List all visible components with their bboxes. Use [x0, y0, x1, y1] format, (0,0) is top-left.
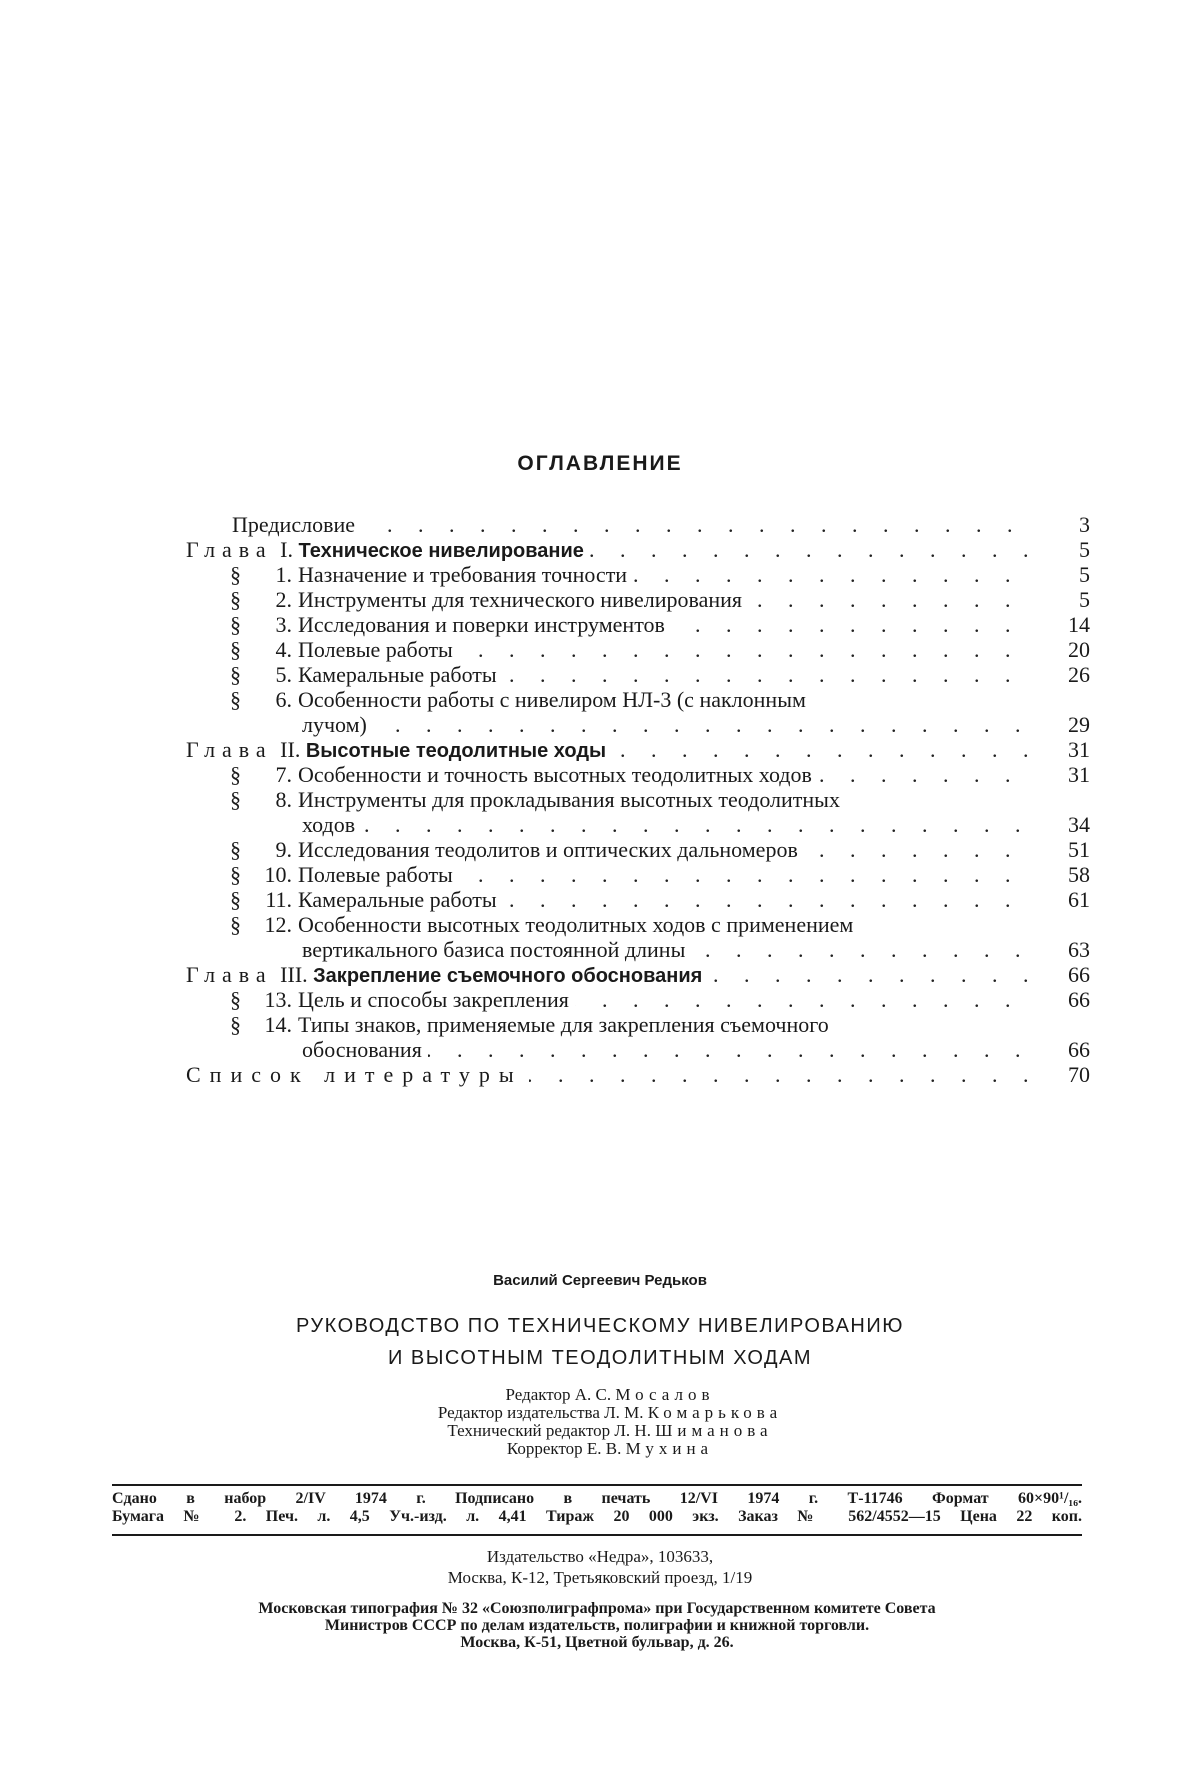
toc-entry-text [232, 512, 361, 537]
toc-section [186, 762, 1090, 787]
section-number: 4. [258, 637, 292, 662]
toc-entry-text [230, 587, 748, 612]
bibliography-title: Список литературы [186, 1062, 523, 1087]
toc-entry-text [230, 862, 459, 887]
toc-entry-leader [230, 612, 1030, 637]
toc-entry-text [186, 1062, 529, 1087]
toc-page-number: 5 [1040, 562, 1090, 587]
leader-dots: . . . . . . . . . . . . . . . . . . . . . . [232, 512, 1030, 537]
toc-entry-text [302, 937, 691, 962]
toc-bibliography [186, 1062, 1090, 1087]
section-mark: § [230, 662, 258, 687]
chapter-title: Закрепление съемочного обоснования [313, 965, 702, 987]
toc-entry-text [230, 1012, 1090, 1037]
toc-page-number: 14 [1040, 612, 1090, 637]
section-number: 11. [258, 887, 292, 912]
toc-page-number: 66 [1040, 1037, 1090, 1062]
divider-rule [112, 1534, 1082, 1536]
toc-entry-text [186, 737, 612, 762]
toc-entry-leader [302, 1037, 1030, 1062]
section-mark: § [230, 987, 258, 1012]
chapter-number: II. [280, 737, 300, 762]
leader-dots: . . . . . . . . . . . . . . . . . . [230, 862, 1030, 887]
editor-line: Редактор А. С. Мосалов [350, 1386, 870, 1404]
section-mark: § [230, 587, 258, 612]
publisher-info [0, 1546, 1200, 1588]
toc-section [186, 662, 1090, 687]
toc-page-number: 26 [1040, 662, 1090, 687]
toc-section [186, 987, 1090, 1012]
toc-section [186, 787, 1090, 812]
chapter-title: Высотные теодолитные ходы [306, 740, 606, 762]
toc-entry-leader [230, 887, 1030, 912]
editors-list [350, 1386, 870, 1458]
toc-chapter [186, 537, 1090, 562]
toc-entry-leader [230, 837, 1030, 862]
toc-entry-text [230, 837, 804, 862]
publisher-line-2: Москва, К-12, Третьяковский проезд, 1/19 [0, 1567, 1200, 1588]
toc-chapter [186, 737, 1090, 762]
section-mark: § [230, 862, 258, 887]
section-number: 1. [258, 562, 292, 587]
leader-dots: . . . . . . . . . . . . . . . . . . . . [302, 1037, 1030, 1062]
toc-entry-leader [302, 937, 1030, 962]
section-title: Цель и способы закрепления [298, 987, 569, 1012]
toc-page-number: 3 [1040, 512, 1090, 537]
toc-entry-leader [186, 1062, 1030, 1087]
leader-dots: . . . . . . . . . . . . . . . [230, 987, 1030, 1012]
toc-entry-text [186, 962, 708, 987]
section-mark: § [230, 1012, 258, 1037]
section-mark: § [230, 687, 258, 712]
leader-dots: . . . . . . . . . . . . . . [186, 537, 1030, 562]
toc-entry-leader [230, 562, 1030, 587]
section-mark: § [230, 637, 258, 662]
leader-dots: . . . . . . . . . . . . . . . . . [230, 887, 1030, 912]
toc-title: ОГЛАВЛЕНИЕ [0, 452, 1200, 476]
toc-entry-text [302, 1037, 428, 1062]
table-of-contents [186, 512, 1090, 1087]
toc-section [186, 837, 1090, 862]
toc-preface [186, 512, 1090, 537]
toc-entry-leader [230, 987, 1030, 1012]
toc-page-number: 20 [1040, 637, 1090, 662]
toc-entry-text [230, 887, 503, 912]
chapter-number: I. [280, 537, 293, 562]
toc-section [186, 562, 1090, 587]
toc-entry-text [186, 537, 590, 562]
toc-entry-leader [230, 862, 1030, 887]
toc-entry-text [230, 912, 1090, 937]
toc-entry-text [302, 812, 361, 837]
press-line-2: Министров СССР по делам издательств, полиграфии и книжной торговли. [112, 1617, 1082, 1634]
section-title: Камеральные работы [298, 887, 497, 912]
section-mark: § [230, 912, 258, 937]
toc-page-number: 31 [1040, 762, 1090, 787]
section-number: 10. [258, 862, 292, 887]
leader-dots: . . . . . . . . . . . . . . . . . . . . . . [302, 812, 1030, 837]
toc-section [186, 687, 1090, 712]
section-title: Исследования теодолитов и оптических дальномеров [298, 837, 798, 862]
toc-section [186, 637, 1090, 662]
chapter-number: III. [280, 962, 307, 987]
divider-rule [112, 1484, 1082, 1486]
toc-page-number: 58 [1040, 862, 1090, 887]
book-title-line-1: РУКОВОДСТВО ПО ТЕХНИЧЕСКОМУ НИВЕЛИРОВАНИЮ [0, 1310, 1200, 1342]
toc-page-number: 61 [1040, 887, 1090, 912]
section-number: 8. [258, 787, 292, 812]
section-title: Особенности работы с нивелиром НЛ-3 (с наклонным [298, 687, 806, 712]
toc-entry-leader [230, 637, 1030, 662]
section-title-continued: ходов [302, 812, 355, 837]
section-mark: § [230, 562, 258, 587]
section-number: 2. [258, 587, 292, 612]
toc-page-number: 51 [1040, 837, 1090, 862]
toc-page-number: 5 [1040, 587, 1090, 612]
editor-line: Корректор Е. В. Мухина [350, 1440, 870, 1458]
section-mark: § [230, 612, 258, 637]
toc-section [186, 862, 1090, 887]
section-title-continued: вертикального базиса постоянной длины [302, 937, 685, 962]
press-line-3: Москва, К-51, Цветной бульвар, д. 26. [112, 1634, 1082, 1651]
section-number: 14. [258, 1012, 292, 1037]
section-mark: § [230, 787, 258, 812]
toc-entry-leader [230, 762, 1030, 787]
book-page [0, 0, 1200, 1780]
section-title: Полевые работы [298, 637, 453, 662]
toc-entry-text [230, 662, 503, 687]
imprint-line-2: Бумага № 2. Печ. л. 4,5 Уч.-изд. л. 4,41 Тираж 20 000 экз. Заказ № 562/4552—15 Цена 22 коп. [112, 1508, 1082, 1526]
toc-page-number: 34 [1040, 812, 1090, 837]
toc-entry-leader [230, 662, 1030, 687]
press-line-1: Московская типография № 32 «Союзполиграфпрома» при Государственном комитете Совета [112, 1600, 1082, 1617]
section-number: 3. [258, 612, 292, 637]
toc-entry-leader [302, 712, 1030, 737]
imprint-line-1: Сдано в набор 2/IV 1974 г. Подписано в печать 12/VI 1974 г. Т-11746 Формат 60×90¹/₁₆. [112, 1490, 1082, 1508]
toc-entry-leader [232, 512, 1030, 537]
toc-page-number: 66 [1040, 987, 1090, 1012]
toc-entry-leader [230, 587, 1030, 612]
preface-title: Предисловие [232, 512, 355, 537]
toc-entry-leader [302, 812, 1030, 837]
toc-section [186, 887, 1090, 912]
chapter-label: Глава [186, 537, 273, 562]
toc-entry-text [230, 787, 1090, 812]
toc-section [186, 587, 1090, 612]
toc-entry-text [230, 637, 459, 662]
section-number: 13. [258, 987, 292, 1012]
leader-dots: . . . . . . . . . . . . . . . . . . . . . [302, 712, 1030, 737]
printing-house-info [112, 1600, 1082, 1651]
print-imprint [112, 1490, 1082, 1526]
toc-entry-text [302, 712, 373, 737]
section-number: 5. [258, 662, 292, 687]
toc-entry-leader [186, 537, 1030, 564]
section-title: Инструменты для технического нивелирования [298, 587, 742, 612]
chapter-label: Глава [186, 962, 273, 987]
section-title: Исследования и поверки инструментов [298, 612, 665, 637]
publisher-line-1: Издательство «Недра», 103633, [0, 1546, 1200, 1567]
section-number: 6. [258, 687, 292, 712]
toc-page-number: 31 [1040, 737, 1090, 762]
section-title-continued: обоснования [302, 1037, 422, 1062]
author-name: Василий Сергеевич Редьков [0, 1272, 1200, 1289]
toc-page-number: 63 [1040, 937, 1090, 962]
toc-page-number: 70 [1040, 1062, 1090, 1087]
section-title: Типы знаков, применяемые для закрепления съемочного [298, 1012, 829, 1037]
toc-section-continuation [186, 1037, 1090, 1062]
editor-line: Редактор издательства Л. М. Комарькова [350, 1404, 870, 1422]
toc-section-continuation [186, 712, 1090, 737]
toc-entry-leader [186, 962, 1030, 989]
section-mark: § [230, 837, 258, 862]
leader-dots: . . . . . . . . . . . . . . . . [186, 1062, 1030, 1087]
toc-section [186, 912, 1090, 937]
book-title [0, 1310, 1200, 1374]
toc-page-number: 5 [1040, 537, 1090, 562]
section-title: Камеральные работы [298, 662, 497, 687]
section-title-continued: лучом) [302, 712, 367, 737]
toc-entry-text [230, 762, 818, 787]
leader-dots: . . . . . . . . . . . . . . . . . [230, 662, 1030, 687]
toc-page-number: 29 [1040, 712, 1090, 737]
toc-entry-leader [186, 737, 1030, 764]
section-number: 7. [258, 762, 292, 787]
section-number: 12. [258, 912, 292, 937]
toc-section [186, 612, 1090, 637]
toc-page-number: 66 [1040, 962, 1090, 987]
section-title: Особенности и точность высотных теодолитных ходов [298, 762, 812, 787]
toc-entry-text [230, 987, 575, 1012]
section-title: Назначение и требования точности [298, 562, 627, 587]
toc-section [186, 1012, 1090, 1037]
toc-section-continuation [186, 812, 1090, 837]
section-title: Инструменты для прокладывания высотных теодолитных [298, 787, 840, 812]
section-title: Особенности высотных теодолитных ходов с применением [298, 912, 853, 937]
toc-section-continuation [186, 937, 1090, 962]
toc-entry-text [230, 687, 1090, 712]
leader-dots: . . . . . . . . . . . . . . . . . . [230, 637, 1030, 662]
section-title: Полевые работы [298, 862, 453, 887]
chapter-title: Техническое нивелирование [299, 540, 584, 562]
chapter-label: Глава [186, 737, 273, 762]
section-mark: § [230, 887, 258, 912]
toc-entry-text [230, 612, 671, 637]
section-number: 9. [258, 837, 292, 862]
section-mark: § [230, 762, 258, 787]
book-title-line-2: И ВЫСОТНЫМ ТЕОДОЛИТНЫМ ХОДАМ [0, 1342, 1200, 1374]
editor-line: Технический редактор Л. Н. Шиманова [350, 1422, 870, 1440]
toc-entry-text [230, 562, 633, 587]
toc-chapter [186, 962, 1090, 987]
